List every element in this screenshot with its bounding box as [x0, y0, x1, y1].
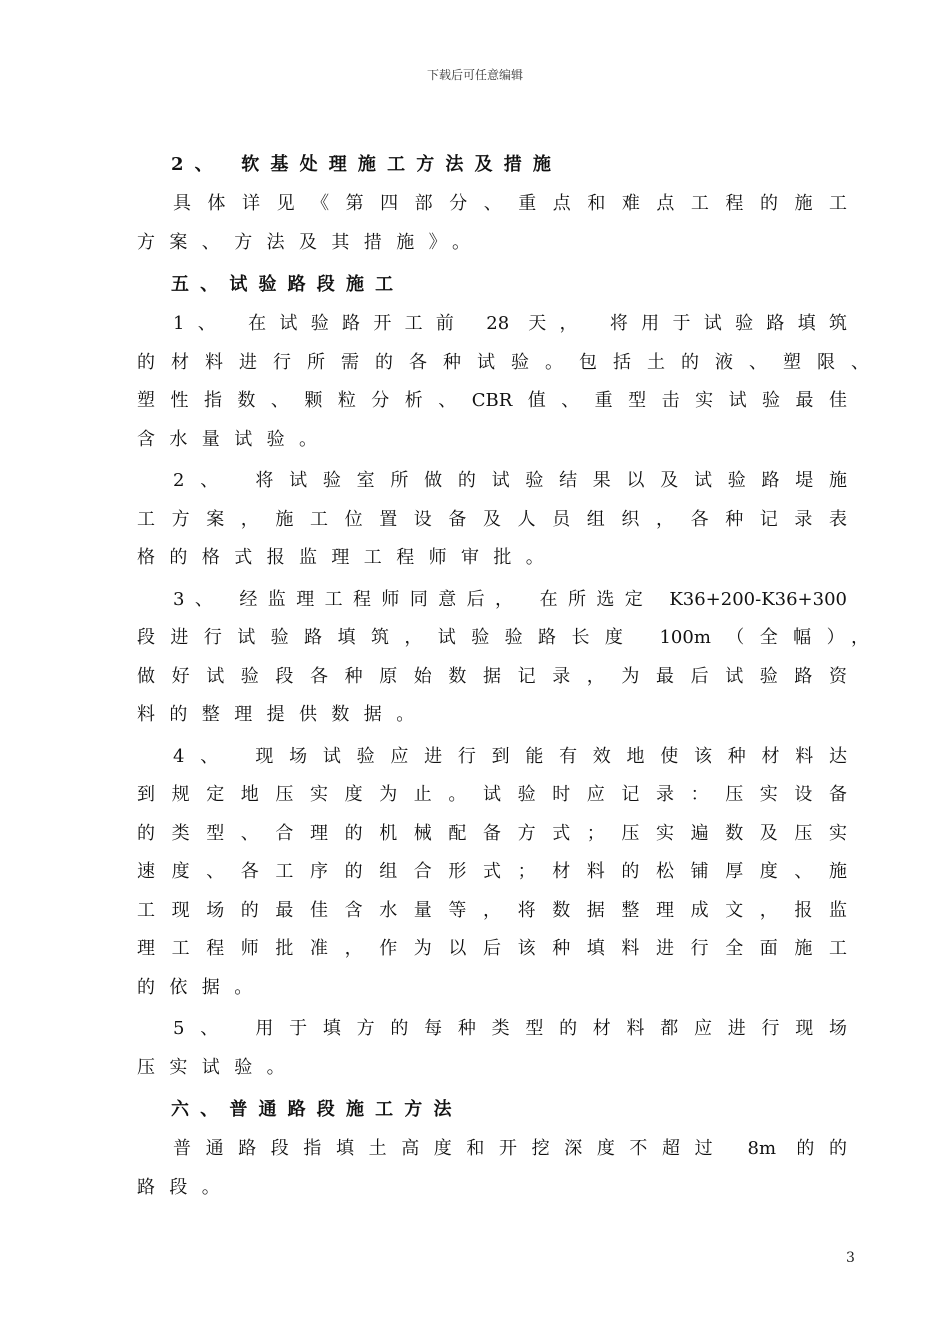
paragraph-item-2 [137, 462, 847, 578]
text-line: 4、 现场试验应进行到能有效地使该种材料达 [173, 745, 847, 767]
text-line: 含水量试验。 [137, 428, 332, 450]
paragraph-soft-foundation [137, 185, 847, 262]
page-header: 下载后可任意编辑 [426, 68, 523, 82]
text-line: 5、 用于填方的每种类型的材料都应进行现场 [173, 1018, 847, 1039]
text-line: 工现场的最佳含水量等，将数据整理成文，报监 [137, 899, 847, 921]
text-line: 方案、方法及其措施》。 [137, 231, 485, 253]
paragraph-item-3 [137, 581, 869, 735]
text-line: 到规定地压实度为止。试验时应记录：压实设备 [137, 784, 847, 805]
text-line: 3、 经监理工程师同意后， 在所选定 K36+200-K36+300 [173, 588, 847, 610]
text-line: 普通路段指填土高度和开挖深度不超过 8m 的的 [173, 1138, 847, 1159]
text-line: 塑性指数、颗粒分析、CBR值、重型击实试验最佳 [137, 390, 847, 411]
text-line: 的材料进行所需的各种试验。包括土的液、塑限、 [137, 351, 869, 373]
text-line: 2、 将试验室所做的试验结果以及试验路堤施 [173, 470, 847, 491]
text-line: 的类型、合理的机械配备方式；压实遍数及压实 [137, 822, 847, 844]
text-line: 具体详见《第四部分、重点和难点工程的施工 [173, 193, 847, 214]
text-line: 的依据。 [137, 976, 267, 998]
section-heading-soft-foundation: 2、 软基处理施工方法及措施 [171, 154, 563, 175]
text-line: 格的格式报监理工程师审批。 [137, 547, 559, 568]
document-body [137, 145, 869, 1210]
section-heading-normal-road: 六、普通路段施工方法 [171, 1099, 463, 1120]
paragraph-normal-road [137, 1130, 847, 1207]
text-line: 做好试验段各种原始数据记录，为最后试验路资 [137, 665, 847, 687]
paragraph-item-4 [137, 738, 847, 1008]
text-line: 料的整理提供数据。 [137, 704, 429, 725]
paragraph-item-5 [137, 1010, 847, 1087]
text-line: 工方案，施工位置设备及人员组织，各种记录表 [137, 508, 847, 530]
page-number: 3 [846, 1250, 855, 1266]
text-line: 速度、各工序的组合形式；材料的松铺厚度、施 [137, 861, 847, 882]
text-line: 段进行试验路填筑，试验验路长度 100m（全幅）， [137, 627, 869, 648]
text-line: 理工程师批准，作为以后该种填料进行全面施工 [137, 938, 847, 959]
text-line: 路段。 [137, 1176, 235, 1198]
text-line: 压实试验。 [137, 1056, 299, 1078]
paragraph-item-1 [137, 305, 869, 459]
section-heading-test-road: 五、试验路段施工 [171, 274, 405, 295]
text-line: 1、 在试验路开工前 28 天， 将用于试验路填筑 [173, 313, 847, 334]
